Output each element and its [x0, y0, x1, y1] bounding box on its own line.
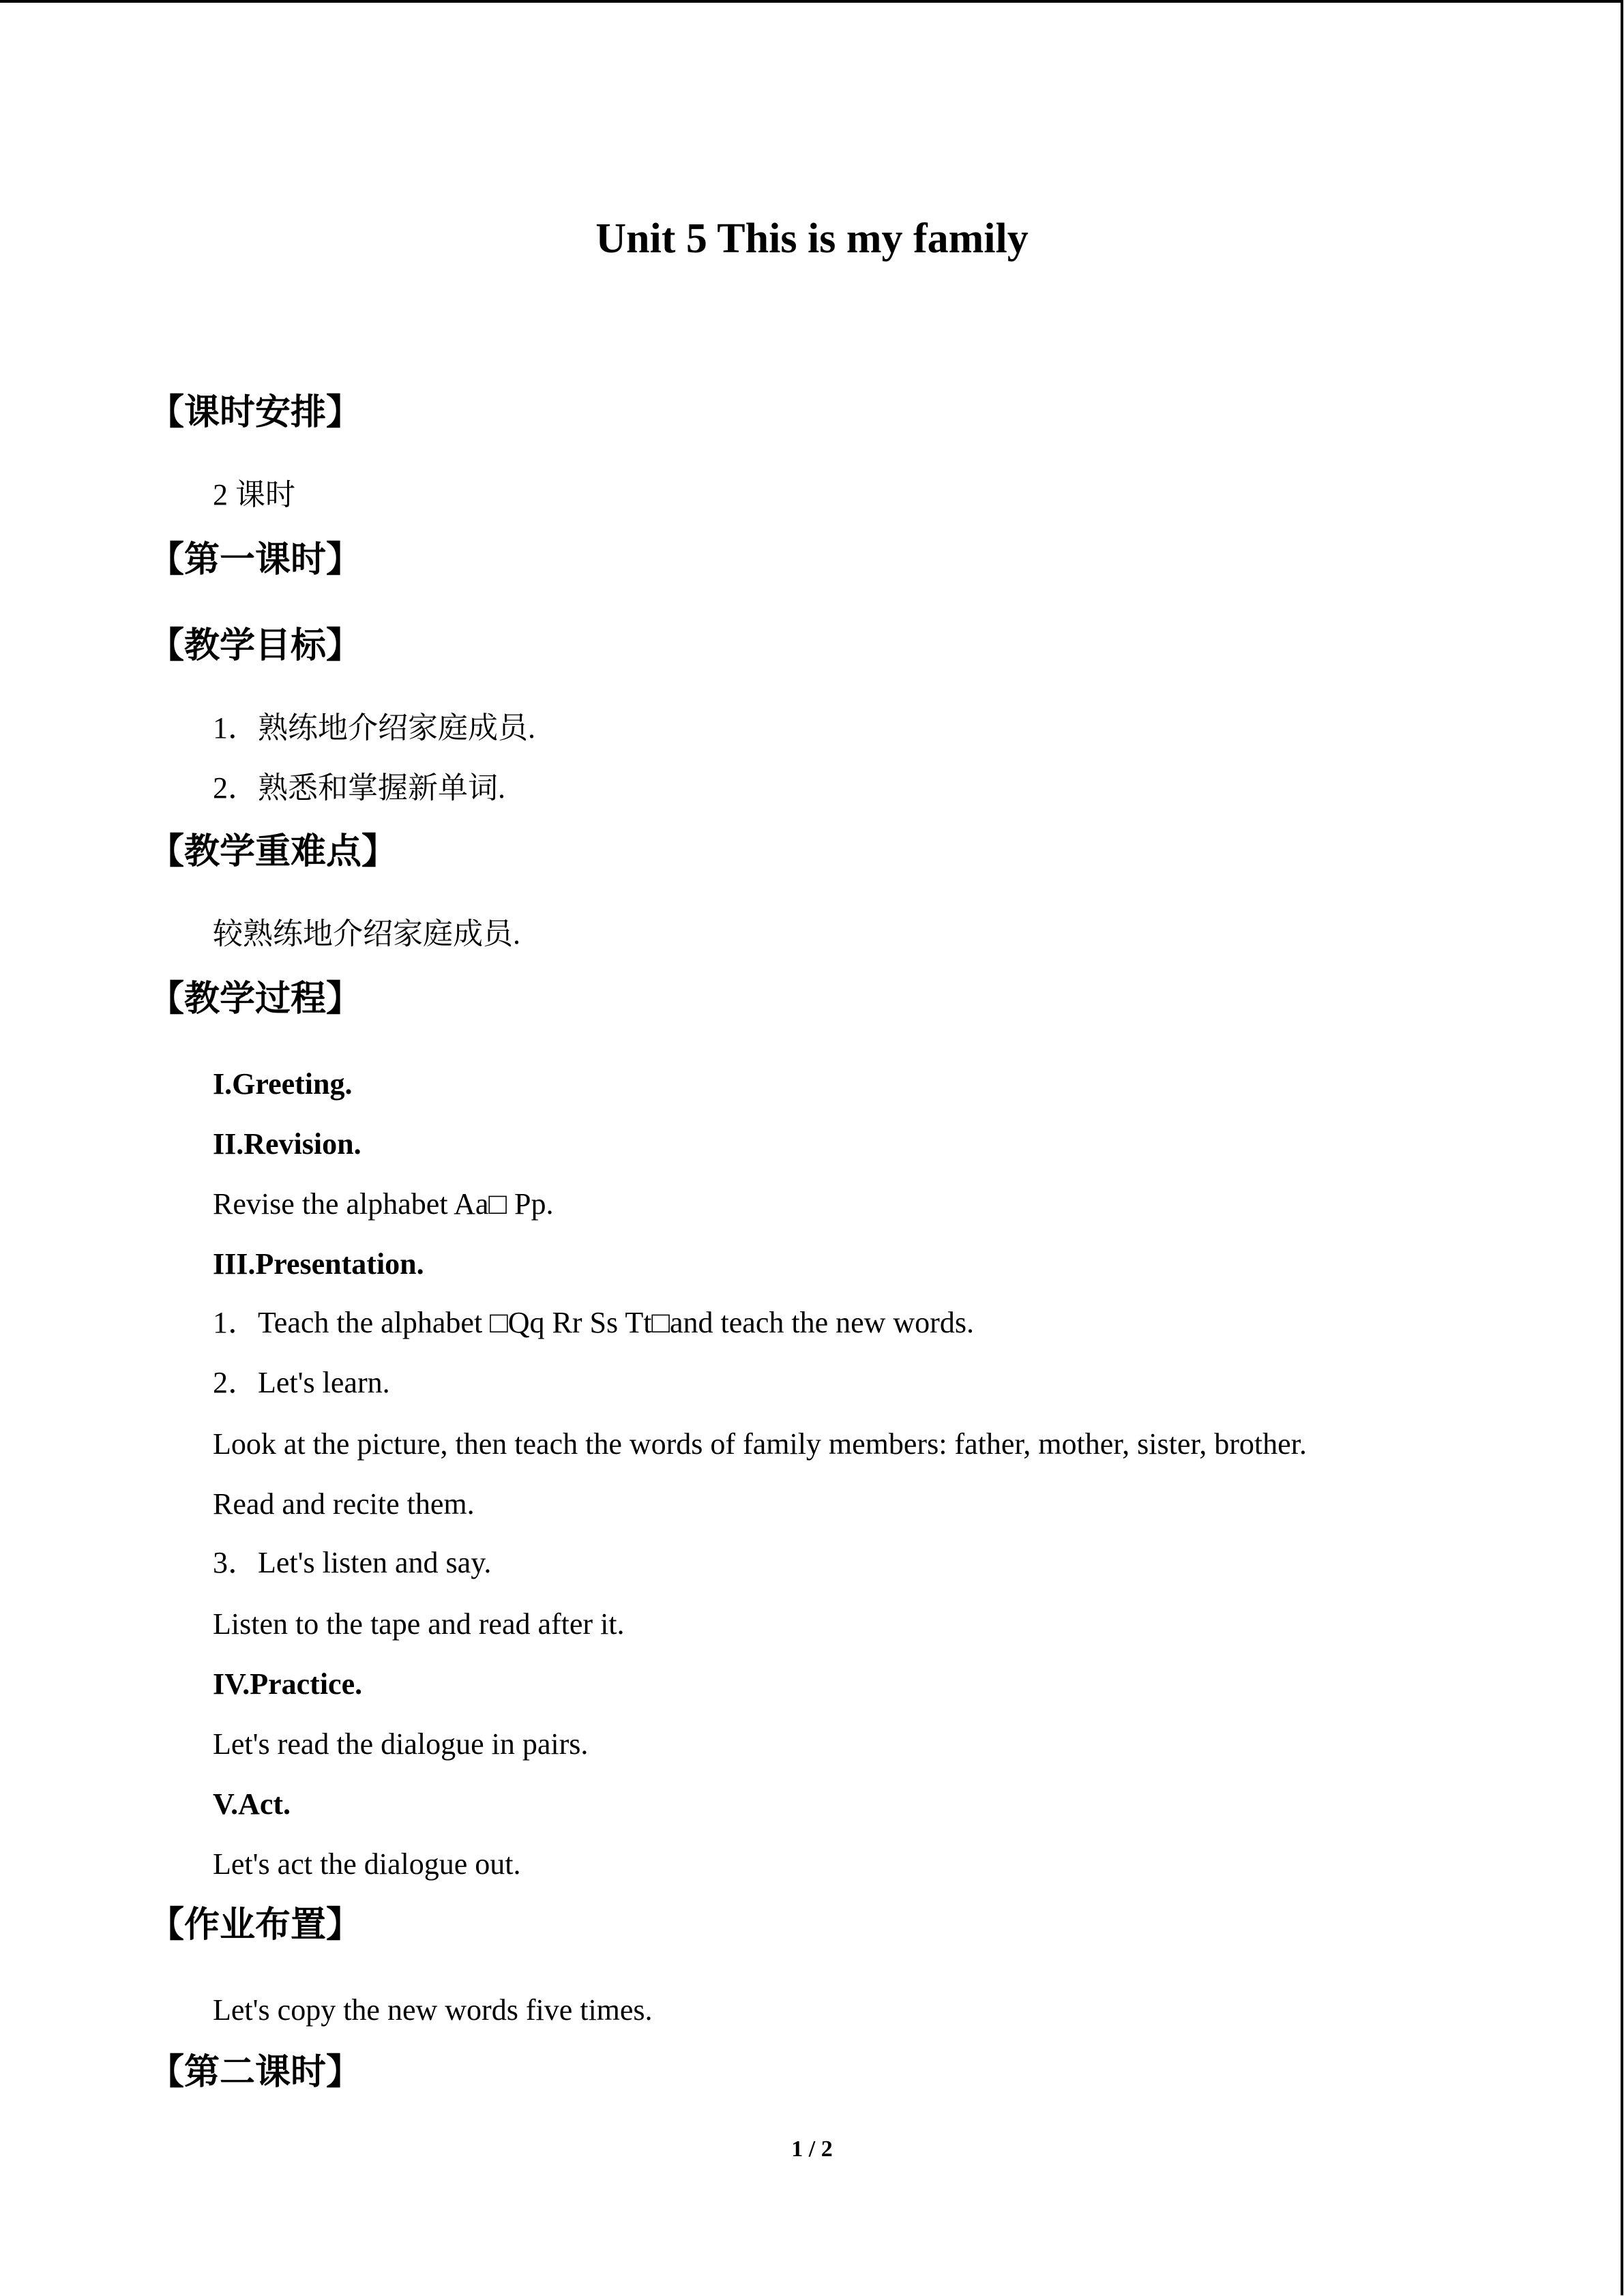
process-step-2: 2．Let's learn. — [213, 1366, 390, 1399]
goal-item-1: 1．熟练地介绍家庭成员. — [213, 711, 535, 745]
process-greeting: I.Greeting. — [213, 1067, 353, 1101]
document-title: Unit 5 This is my family — [595, 215, 1029, 262]
homework-text: Let's copy the new words five times. — [213, 1993, 653, 2027]
process-presentation: III.Presentation. — [213, 1247, 424, 1281]
heading-lesson-1: 【第一课时】 — [149, 539, 362, 580]
goal-item-2: 2．熟悉和掌握新单词. — [213, 771, 505, 805]
heading-homework: 【作业布置】 — [149, 1905, 362, 1945]
heading-goals: 【教学目标】 — [149, 625, 362, 666]
process-step-2-text-1: Look at the picture, then teach the words of family members: father, mother, sister, brother. — [213, 1427, 1307, 1461]
heading-key-points: 【教学重难点】 — [149, 831, 398, 872]
process-revision: II.Revision. — [213, 1127, 361, 1161]
heading-process: 【教学过程】 — [149, 979, 362, 1019]
heading-lesson-2: 【第二课时】 — [149, 2052, 362, 2093]
process-act: V.Act. — [213, 1787, 291, 1821]
process-step-2-text-2: Read and recite them. — [213, 1487, 475, 1521]
schedule-text: 2 课时 — [213, 478, 295, 511]
process-step-3-text: Listen to the tape and read after it. — [213, 1607, 625, 1641]
process-practice-text: Let's read the dialogue in pairs. — [213, 1727, 589, 1761]
heading-schedule: 【课时安排】 — [149, 392, 362, 433]
process-step-1: 1．Teach the alphabet □Qq Rr Ss Tt□and teach the new words. — [213, 1306, 974, 1339]
process-practice: IV.Practice. — [213, 1667, 363, 1701]
key-points-text: 较熟练地介绍家庭成员. — [213, 917, 520, 951]
process-act-text: Let's act the dialogue out. — [213, 1847, 521, 1881]
process-revision-text: Revise the alphabet Aa□ Pp. — [213, 1187, 554, 1221]
page-number: 1 / 2 — [791, 2136, 833, 2162]
process-step-3: 3．Let's listen and say. — [213, 1546, 492, 1579]
